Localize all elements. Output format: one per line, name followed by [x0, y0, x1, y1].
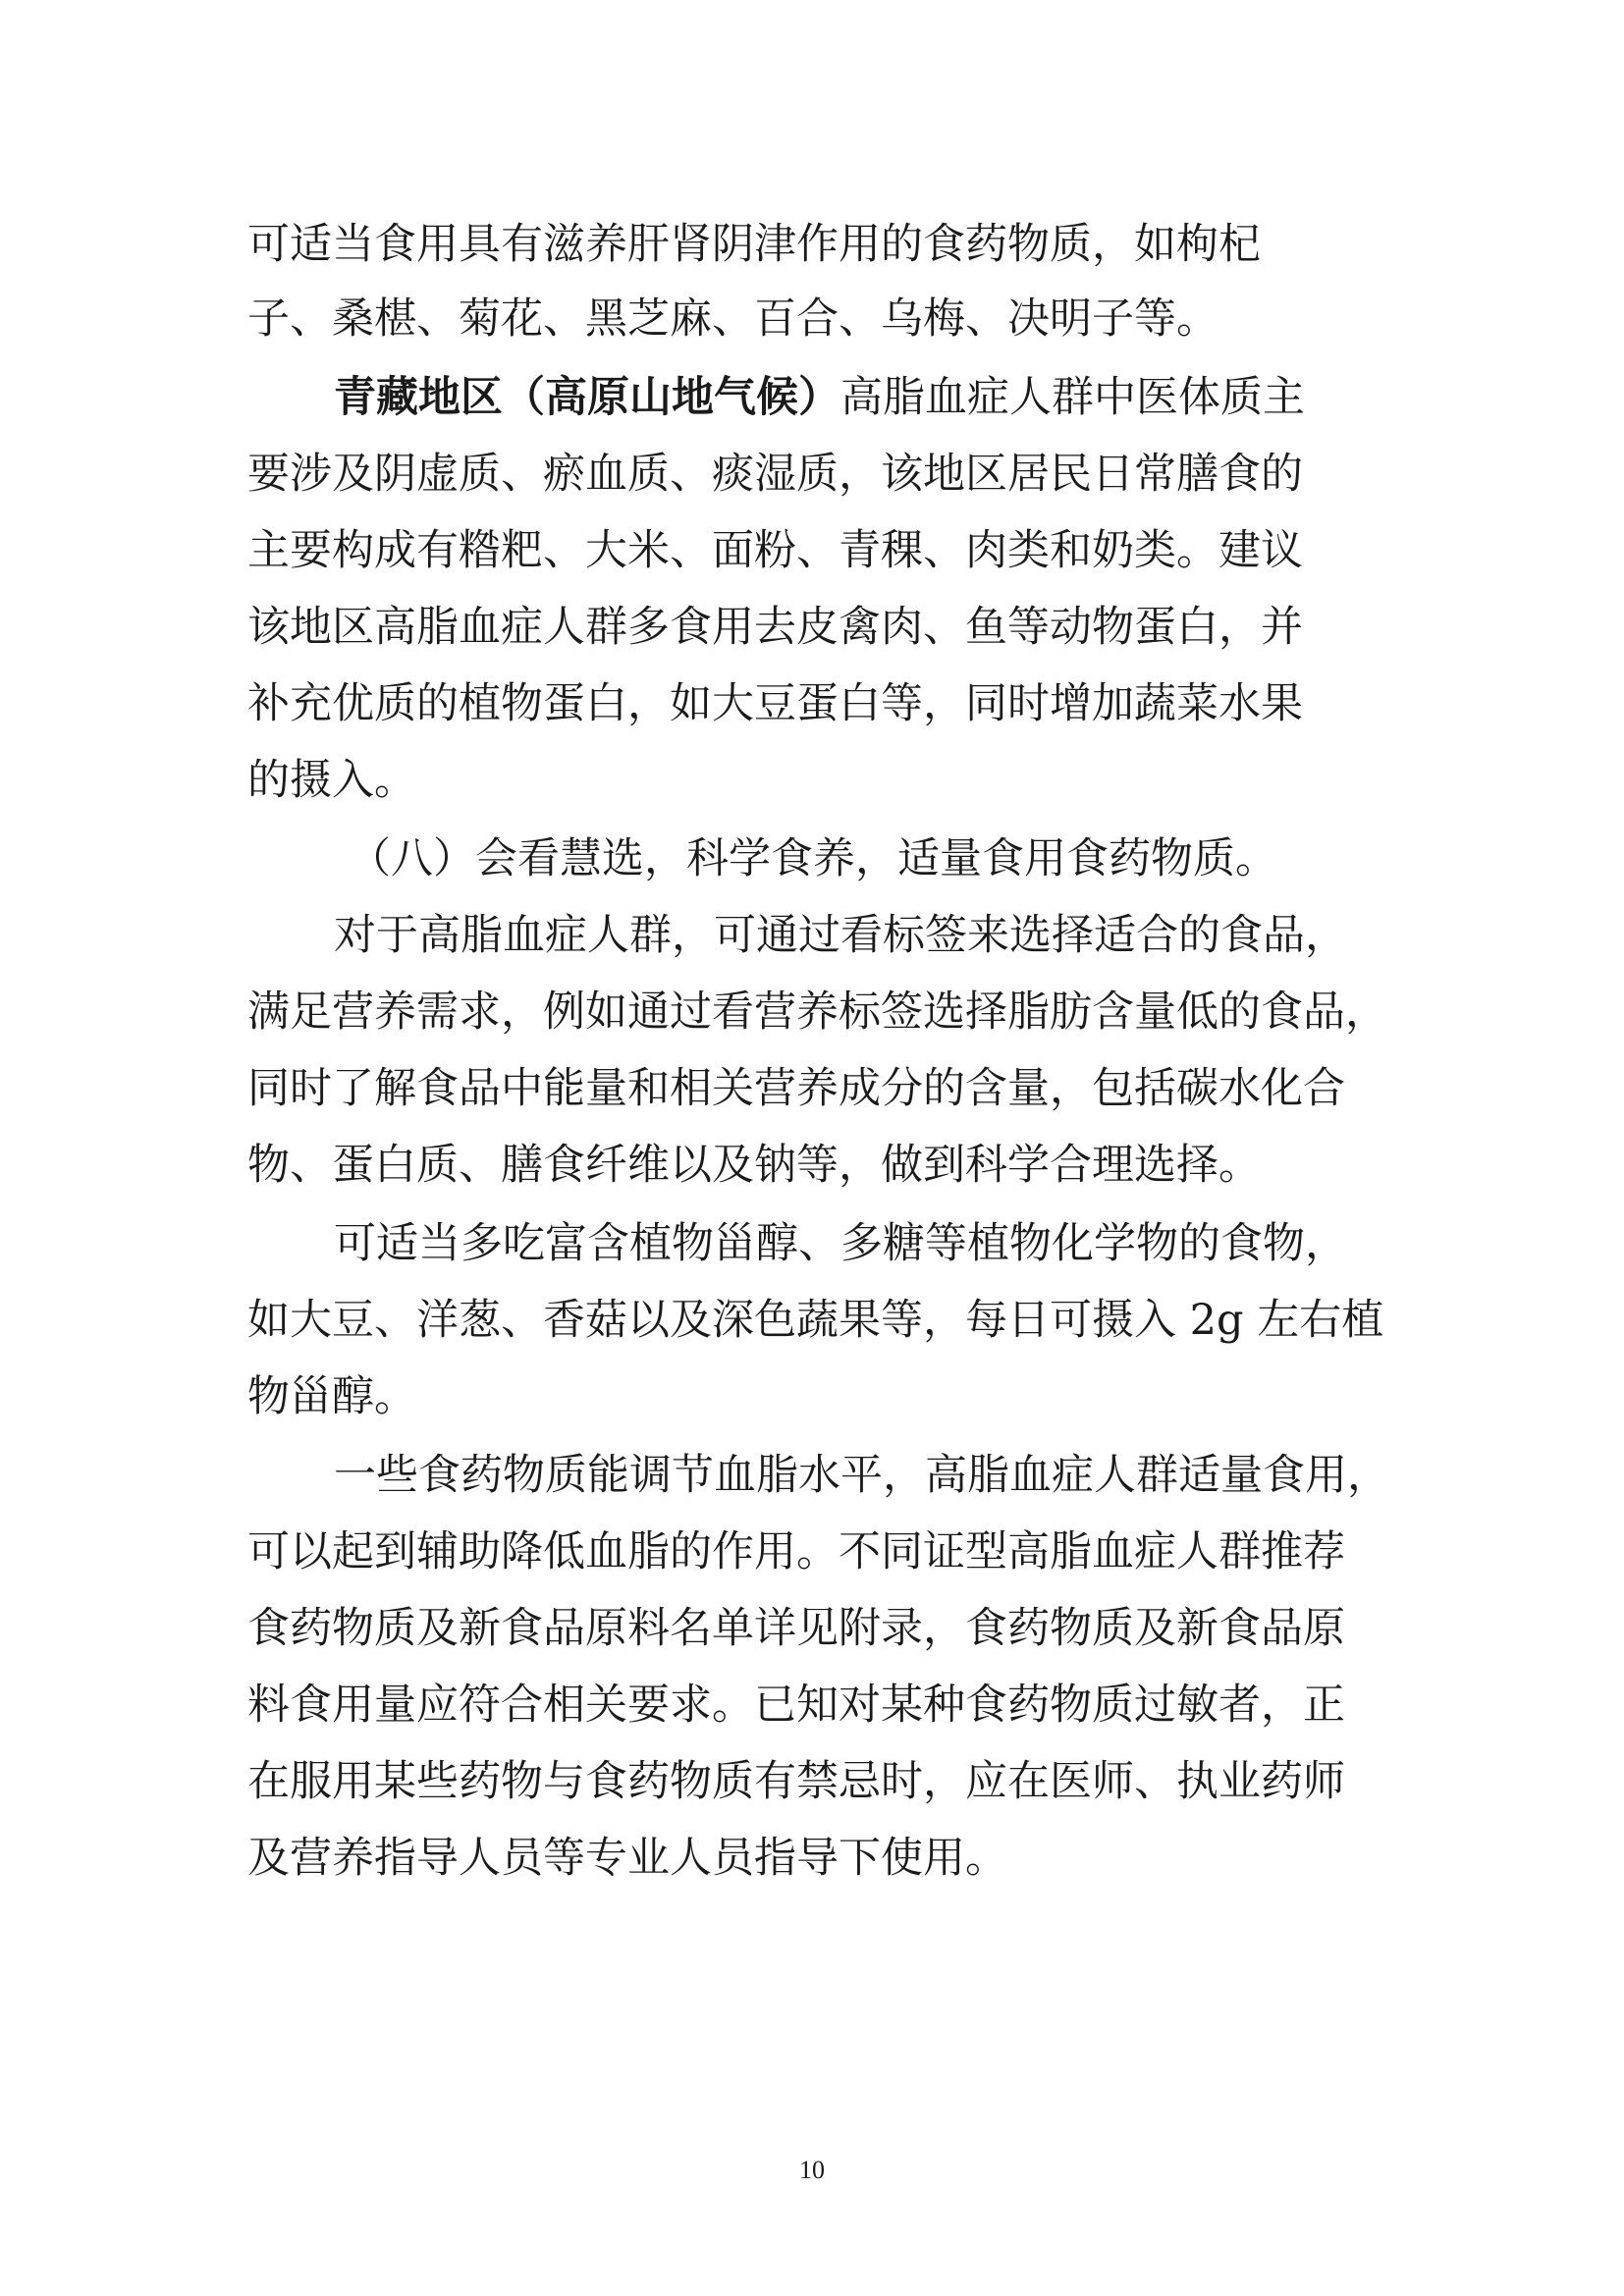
text-line: 物、蛋白质、膳食纤维以及钠等，做到科学合理选择。 [247, 1141, 1261, 1190]
text-line: 食药物质及新食品原料名单详见附录，食药物质及新食品原 [247, 1604, 1345, 1653]
text-line: 在服用某些药物与食药物质有禁忌时，应在医师、执业药师 [247, 1757, 1345, 1806]
text-line: 同时了解食品中能量和相关营养成分的含量，包括碳水化合 [247, 1064, 1345, 1113]
text-line: 的摄入。 [247, 756, 416, 805]
text-line: 料食用量应符合相关要求。已知对某种食药物质过敏者，正 [247, 1681, 1345, 1730]
text-line: 对于高脂血症人群，可通过看标签来选择适合的食品， [334, 911, 1347, 960]
text-line: 及营养指导人员等专业人员指导下使用。 [247, 1834, 1007, 1883]
text-line: 如大豆、洋葱、香菇以及深色蔬果等，每日可摄入 2g 左右植 [247, 1296, 1384, 1345]
text-line: 可适当多吃富含植物甾醇、多糖等植物化学物的食物， [334, 1219, 1347, 1268]
text-line: 满足营养需求，例如通过看营养标签选择脂肪含量低的食品， [247, 988, 1387, 1037]
region-heading: 青藏地区（高原山地气候） [334, 373, 840, 422]
text-line: 补充优质的植物蛋白，如大豆蛋白等，同时增加蔬菜水果 [247, 679, 1303, 728]
text-line: 该地区高脂血症人群多食用去皮禽肉、鱼等动物蛋白，并 [247, 603, 1303, 652]
text-line: 物甾醇。 [247, 1372, 416, 1421]
paragraph-line [334, 373, 1305, 422]
section-heading: （八）会看慧选，科学食养，适量食用食药物质。 [349, 834, 1277, 883]
text-span: 高脂血症人群中医体质主 [840, 373, 1305, 422]
text-line: 子、桑椹、菊花、黑芝麻、百合、乌梅、决明子等。 [247, 294, 1218, 344]
page-number: 10 [799, 2156, 825, 2184]
text-line: 主要构成有糌粑、大米、面粉、青稞、肉类和奶类。建议 [247, 526, 1303, 575]
text-line: 可适当食用具有滋养肝肾阴津作用的食药物质，如枸杞 [247, 220, 1261, 269]
text-line: 要涉及阴虚质、瘀血质、痰湿质，该地区居民日常膳食的 [247, 450, 1303, 499]
text-line: 可以起到辅助降低血脂的作用。不同证型高脂血症人群推荐 [247, 1527, 1345, 1576]
text-line: 一些食药物质能调节血脂水平，高脂血症人群适量食用， [334, 1451, 1389, 1500]
